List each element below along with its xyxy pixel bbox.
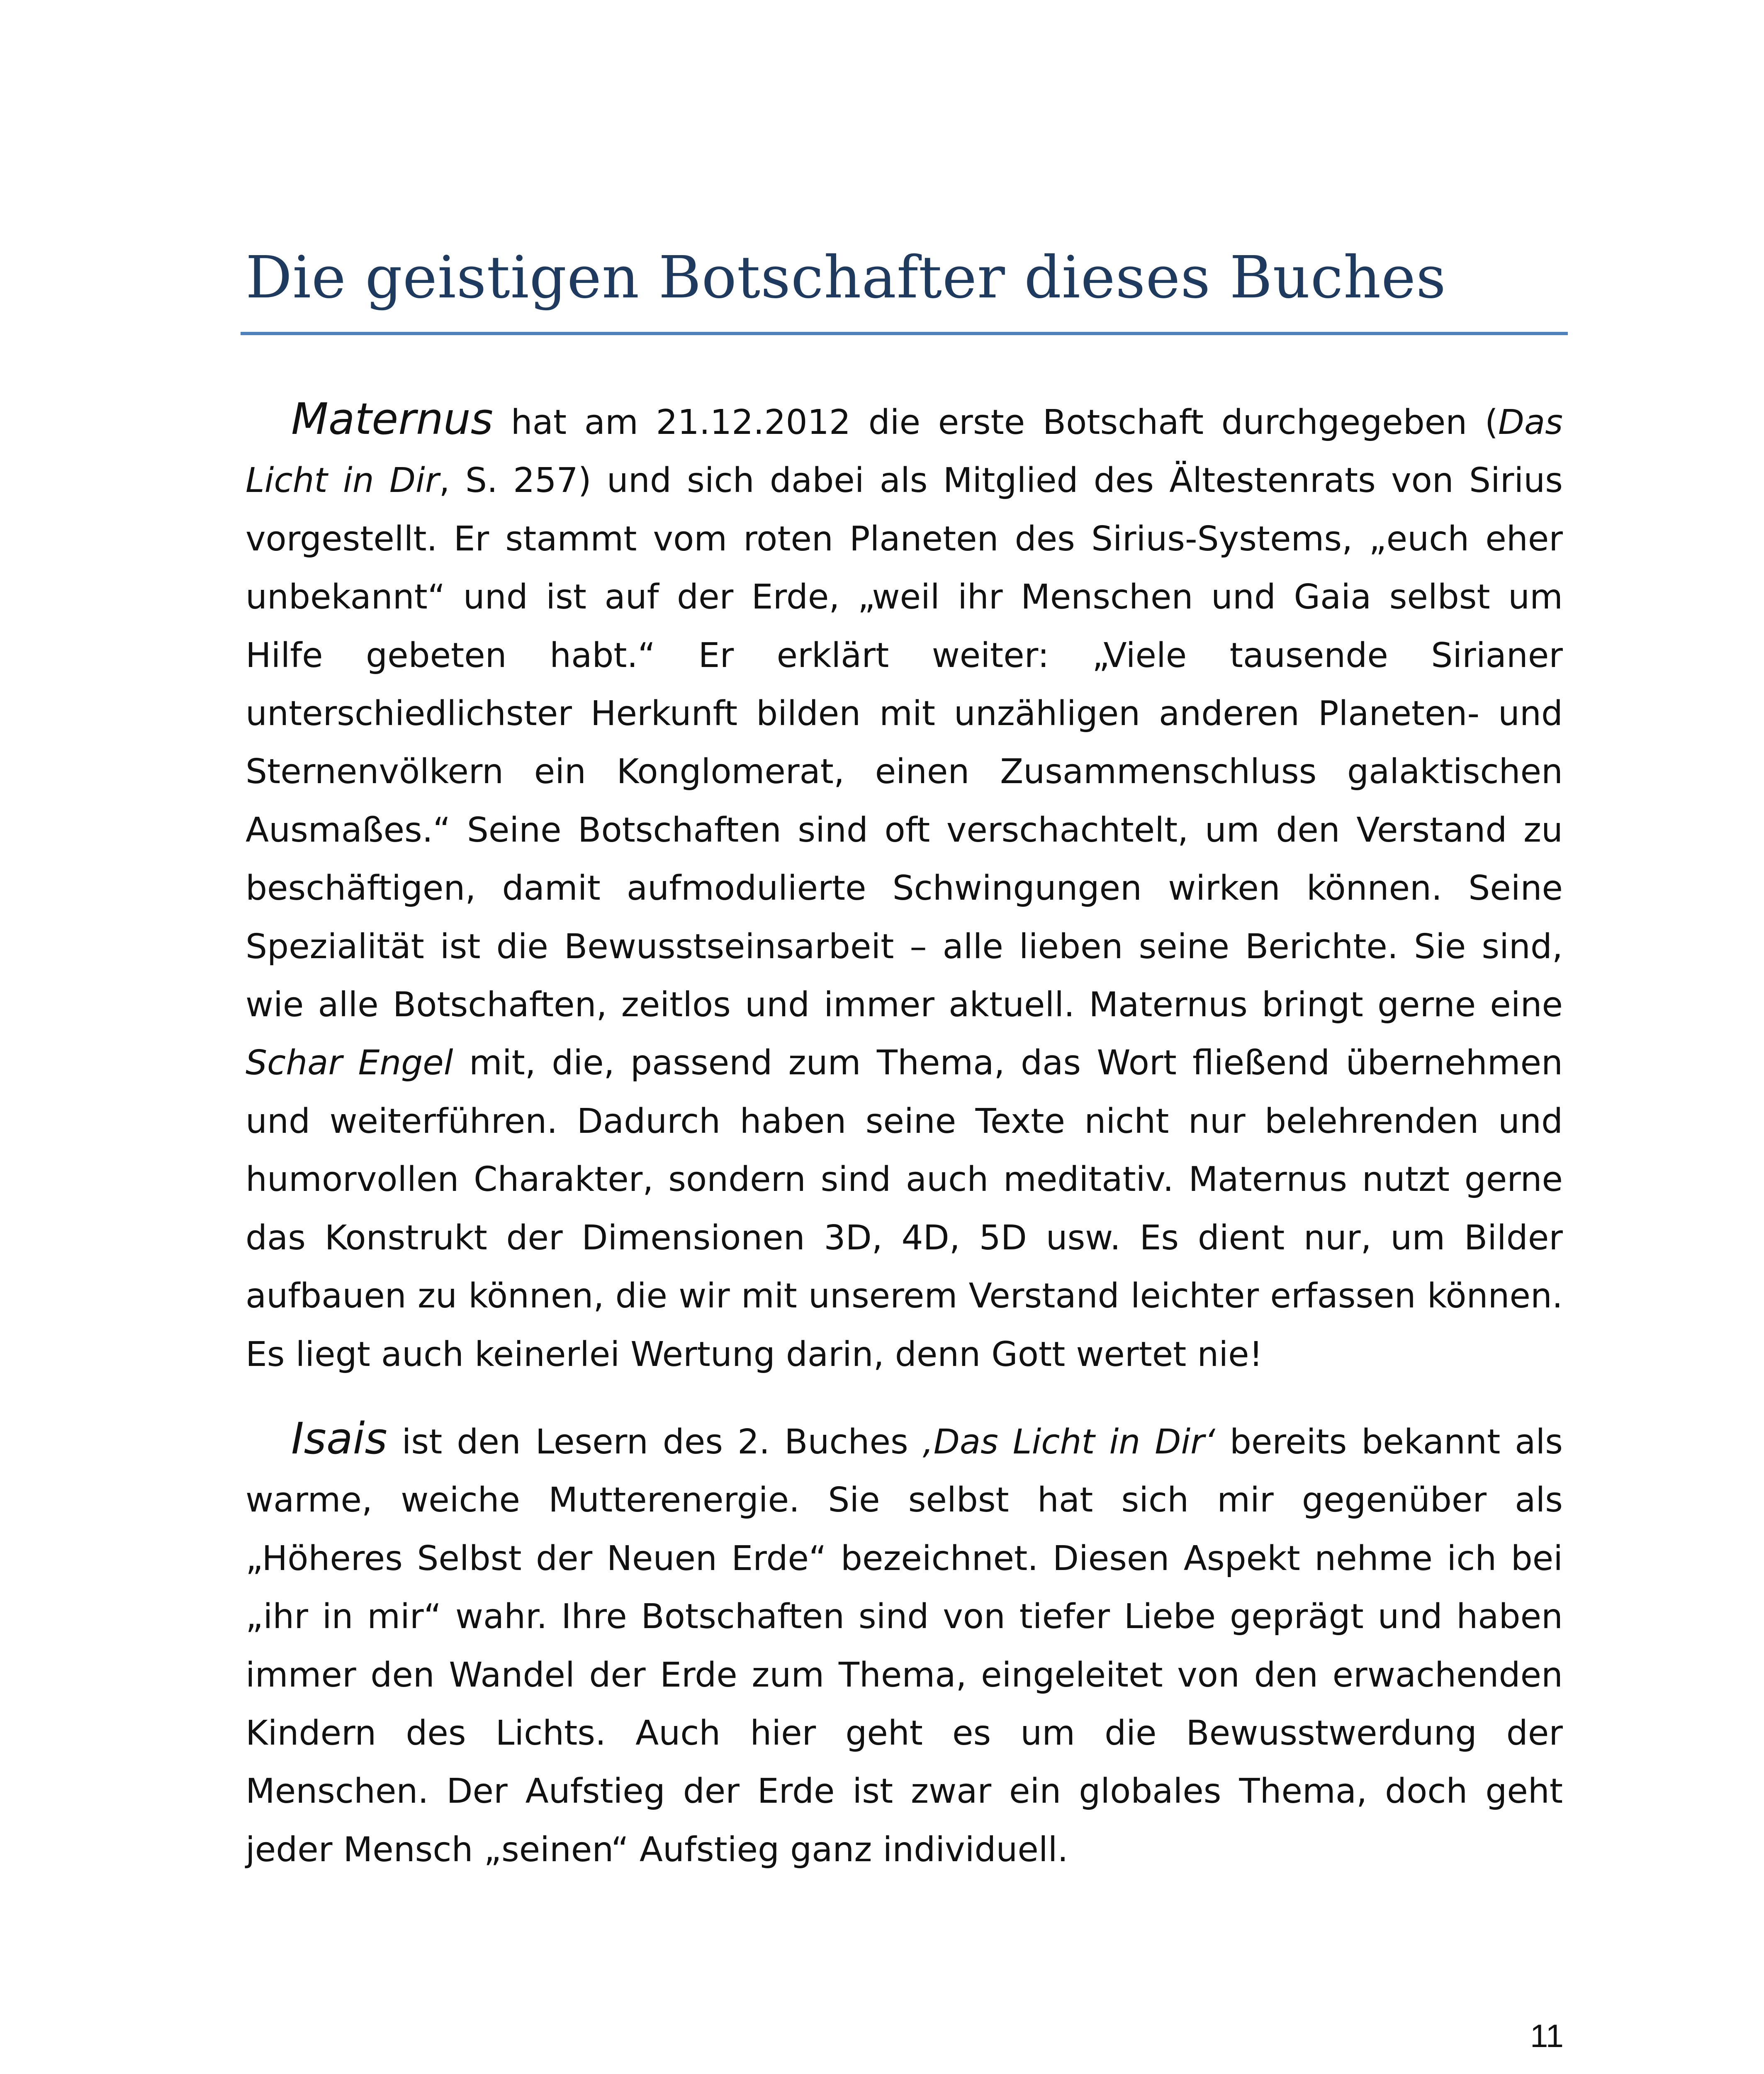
paragraph-text: bereits bekannt als warme, weiche Mutterenergie. Sie selbst hat sich mir gegenüber als „Höheres Selbst der Neuen Erde“ bezeichnet. Diesen Aspekt nehme ich bei „ihr in mir“ wahr. Ihre Botschaften sind von tiefer Liebe geprägt und haben immer den Wandel der Erde zum Thema, eingeleitet von den erwachenden Kindern des Lichts. Auch hier geht es um die Bewusstwerdung der Menschen. Der Aufstieg der Erde ist zwar ein globales Thema, doch geht jeder Mensch „seinen“ Aufstieg ganz individuell.	[246, 1422, 1563, 1870]
page-number: 11	[1530, 2018, 1564, 2054]
paragraph-isais	[246, 1409, 1563, 1879]
paragraph-lead-name: Maternus	[291, 394, 493, 444]
paragraph-text: ist den Lesern des 2. Buches	[387, 1422, 923, 1462]
paragraph-text: , S. 257) und sich dabei als Mitglied des Ältestenrats von Sirius vorgestellt. Er stammt vom roten Planeten des Sirius-Systems, „euch eher unbekannt“ und ist auf der Erde, „weil ihr Menschen und Gaia selbst um Hilfe gebeten habt.“ Er erklärt weiter: „Viele tausende Sirianer unterschiedlichster Herkunft bilden mit unzähligen anderen Planeten- und Sternenvölkern ein Konglomerat, einen Zusammenschluss galaktischen Ausmaßes.“ Seine Botschaften sind oft verschachtelt, um den Verstand zu beschäftigen, damit aufmodulierte Schwingungen wirken können. Seine Spezialität ist die Bewusstseinsarbeit – alle lieben seine Berichte. Sie sind, wie alle Botschaften, zeitlos und immer aktuell. Maternus bringt gerne eine	[246, 461, 1563, 1025]
page-heading: Die geistigen Botschafter dieses Buches	[246, 244, 1446, 312]
heading-underline	[241, 332, 1568, 335]
book-title: Das Licht in Dir	[246, 403, 1563, 501]
paragraph-text: mit, die, passend zum Thema, das Wort fließend übernehmen und weiterführen. Dadurch haben seine Texte nicht nur belehrenden und humorvollen Charakter, sondern sind auch meditativ. Maternus nutzt gerne das Konstrukt der Dimensionen 3D, 4D, 5D usw. Es dient nur, um Bilder aufbauen zu können, die wir mit unserem Verstand leichter erfassen können. Es liegt auch keinerlei Wertung darin, denn Gott wertet nie!	[246, 1043, 1563, 1374]
paragraph-lead-name: Isais	[291, 1413, 387, 1464]
book-title: ‚Das Licht in Dir‘	[922, 1422, 1215, 1462]
paragraph-text: hat am 21.12.2012 die erste Botschaft durchgegeben (	[493, 403, 1498, 442]
paragraph-maternus	[246, 390, 1563, 1384]
emphasis-text: Schar Engel	[246, 1043, 453, 1083]
